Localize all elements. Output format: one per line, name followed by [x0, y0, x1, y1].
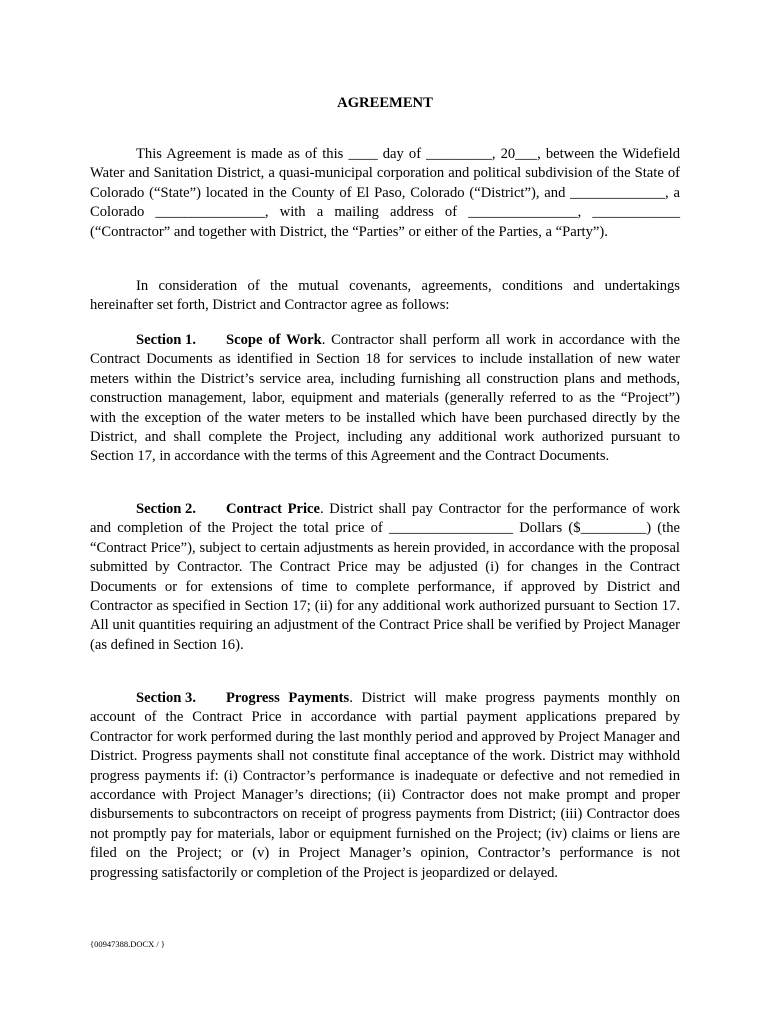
section-3-body: . District will make progress payments monthly on account of the Contract Price in accordance with partial payment applications prepared by Contractor for work performed during the last monthly period and approved by Project Manager and District. Progress payments shall not constitute final acceptance of the work. District may withhold progress payments if: (i) Contractor’s performance is inadequate or defective and not remedied in accordance with Project Manager’s directions; (ii) Contractor does not make prompt and proper disbursements to subcontractors on receipt of progress payments from District; (iii) Contractor does not promptly pay for materials, labor or equipment furnished on the Project; (iv) claims or liens are filed on the Project; or (v) in Project Manager’s opinion, Contractor’s performance is not progressing satisfactorily or completion of the Project is jeopardized or delayed. [90, 690, 681, 881]
document-title: AGREEMENT [337, 95, 433, 111]
intro-paragraph: This Agreement is made as of this ____ day of _________, 20___, between the Widefield Water and Sanitation District, a quasi-municipal corporation and political subdivision of the State of Colorado (“State”) located in the County of El Paso, Colorado (“District”), and _____________, a Colorado _______________, with a mailing address of _______________, ____________ (“Contractor” and together with District, the “Parties” or either of the Parties, a “Party”). [90, 146, 680, 240]
section-3-paragraph [90, 689, 680, 883]
section-2-title: Contract Price [226, 501, 320, 517]
section-1-title: Scope of Work [226, 332, 322, 348]
section-3-number: Section 3. [136, 690, 196, 706]
section-1-body: . Contractor shall perform all work in accordance with the Contract Documents as identified in Section 18 for services to include installation of new water meters within the District’s service area, including furnishing all construction plans and methods, construction management, labor, equipment and materials (generally referred to as the “Project”) with the exception of the water meters to be installed which have been purchased directly by the District, and shall complete the Project, including any additional work authorized pursuant to Section 17, in accordance with the terms of this Agreement and the Contract Documents. [90, 332, 681, 465]
section-3-title: Progress Payments [226, 690, 350, 706]
section-2-paragraph [90, 500, 680, 655]
section-2-body: . District shall pay Contractor for the performance of work and completion of the Project the total price of _________________ Dollars ($_________) (the “Contract Price”), subject to certain adjustments as herein provided, in accordance with the proposal submitted by Contractor. The Contract Price may be adjusted (i) for changes in the Contract Documents or for extensions of time to complete performance, if approved by District and Contractor as specified in Section 17; (ii) for any additional work authorized pursuant to Section 17. All unit quantities requiring an adjustment of the Contract Price shall be verified by Project Manager (as defined in Section 16). [90, 501, 680, 653]
document-footer-id: {00947388.DOCX / } [90, 939, 165, 949]
section-2-number: Section 2. [136, 501, 196, 517]
section-1-number: Section 1. [136, 332, 196, 348]
consideration-paragraph: In consideration of the mutual covenants, agreements, conditions and undertakings hereinafter set forth, District and Contractor agree as follows: [90, 278, 680, 314]
section-1-paragraph [90, 331, 680, 467]
